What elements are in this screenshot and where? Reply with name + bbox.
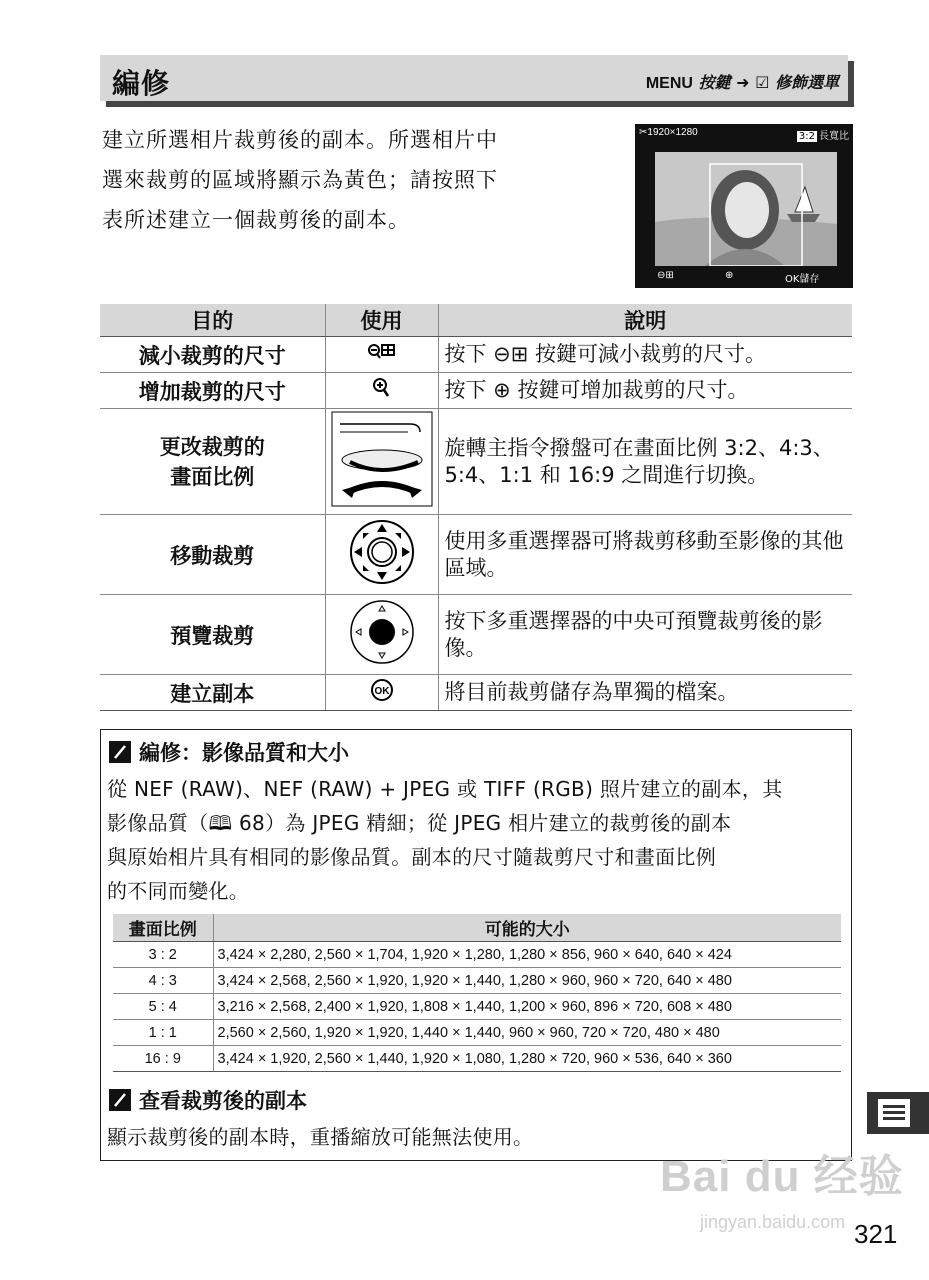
multi-selector-center-icon — [325, 595, 438, 675]
table-row — [100, 373, 852, 409]
sizes-cell: 3,424 × 2,280, 2,560 × 1,704, 1,920 × 1,280, 1,280 × 856, 960 × 640, 640 × 424 — [213, 942, 841, 968]
ratio-cell: 5 : 4 — [113, 994, 213, 1020]
note-line: 的不同而變化。 — [107, 879, 250, 903]
col-header-ratio: 畫面比例 — [113, 914, 213, 942]
purpose-cell: 建立副本 — [100, 675, 325, 711]
col-header-purpose: 目的 — [100, 304, 325, 337]
multi-selector-icon — [325, 515, 438, 595]
intro-line: 表所述建立一個裁剪後的副本。 — [102, 208, 410, 232]
note-line: 從 NEF (RAW)、NEF (RAW) + JPEG 或 TIFF (RGB) 照片建立的副本，其 — [107, 777, 783, 801]
note-heading: 編修：影像品質和大小 — [109, 737, 349, 767]
screen-size: ✂1920×1280 — [639, 127, 698, 138]
purpose-cell: 減小裁剪的尺寸 — [100, 337, 325, 373]
sizes-cell: 2,560 × 2,560, 1,920 × 1,920, 1,440 × 1,440, 960 × 960, 720 × 720, 480 × 480 — [213, 1020, 841, 1046]
zoom-out-icon — [325, 337, 438, 373]
svg-text:OK: OK — [374, 686, 389, 697]
crop-controls-table — [100, 304, 852, 711]
table-row — [100, 675, 852, 711]
purpose-cell: 增加裁剪的尺寸 — [100, 373, 325, 409]
table-row — [100, 409, 852, 515]
table-row — [100, 515, 852, 595]
desc-cell: 按下 ⊖⊞ 按鍵可減小裁剪的尺寸。 — [438, 337, 852, 373]
table-row — [100, 337, 852, 373]
sizes-cell: 3,216 × 2,568, 2,400 × 1,920, 1,808 × 1,440, 1,200 × 960, 896 × 720, 608 × 480 — [213, 994, 841, 1020]
ok-button-icon — [325, 675, 438, 711]
ratio-cell: 4 : 3 — [113, 968, 213, 994]
page-number: 321 — [854, 1219, 898, 1249]
menu-path — [646, 70, 839, 93]
table-row — [113, 968, 841, 994]
desc-cell: 將目前裁剪儲存為單獨的檔案。 — [438, 675, 852, 711]
zoom-in-icon — [325, 373, 438, 409]
col-header-use: 使用 — [325, 304, 438, 337]
page-title: 編修 — [112, 67, 171, 100]
table-row — [113, 1046, 841, 1072]
intro-text — [102, 120, 602, 240]
purpose-cell: 移動裁剪 — [100, 515, 325, 595]
ratio-cell: 3 : 2 — [113, 942, 213, 968]
intro-line: 建立所選相片裁剪後的副本。所選相片中 — [102, 128, 498, 152]
menu-word: MENU — [645, 75, 693, 92]
col-header-desc: 說明 — [438, 304, 852, 337]
ratio-cell: 1 : 1 — [113, 1020, 213, 1046]
menu-path-text: 按鍵 ➜ ☑ 修飾選單 — [698, 73, 839, 92]
pencil-note-icon — [109, 1089, 131, 1111]
desc-cell: 使用多重選擇器可將裁剪移動至影像的其他區域。 — [438, 515, 852, 595]
table-row — [113, 1020, 841, 1046]
watermark-url: jingyan.baidu.com — [700, 1212, 846, 1232]
table-row — [100, 595, 852, 675]
note-box — [100, 729, 852, 1161]
desc-cell: 旋轉主指令撥盤可在畫面比例 3:2、4:3、5:4、1:1 和 16:9 之間進行切換。 — [438, 409, 852, 515]
sizes-cell: 3,424 × 2,568, 2,560 × 1,920, 1,920 × 1,440, 1,280 × 960, 960 × 720, 640 × 480 — [213, 968, 841, 994]
command-dial-icon — [325, 409, 438, 515]
purpose-cell: 更改裁剪的 畫面比例 — [100, 409, 325, 515]
note-heading: 查看裁剪後的副本 — [109, 1085, 307, 1115]
screen-ratio: 3:2 長寬比 — [798, 131, 849, 142]
note-line: 與原始相片具有相同的影像品質。副本的尺寸隨裁剪尺寸和畫面比例 — [107, 845, 716, 869]
note-line: 影像品質（🕮 68）為 JPEG 精細；從 JPEG 相片建立的裁剪後的副本 — [107, 811, 732, 835]
intro-line: 選來裁剪的區域將顯示為黃色；請按照下 — [102, 168, 498, 192]
portrait-photo — [655, 152, 837, 266]
desc-cell: 按下多重選擇器的中央可預覽裁剪後的影像。 — [438, 595, 852, 675]
note-paragraph — [107, 772, 845, 908]
pencil-note-icon — [109, 741, 131, 763]
table-row — [113, 994, 841, 1020]
ratio-cell: 16 : 9 — [113, 1046, 213, 1072]
sizes-cell: 3,424 × 1,920, 2,560 × 1,440, 1,920 × 1,080, 1,280 × 720, 960 × 536, 640 × 360 — [213, 1046, 841, 1072]
size-table — [113, 914, 841, 1072]
watermark: Bai du 经验 — [660, 1152, 904, 1201]
purpose-cell: 預覽裁剪 — [100, 595, 325, 675]
col-header-sizes: 可能的大小 — [213, 914, 841, 942]
desc-cell: 按下 ⊕ 按鍵可增加裁剪的尺寸。 — [438, 373, 852, 409]
menu-list-icon — [878, 1099, 910, 1127]
note-text: 顯示裁剪後的副本時，重播縮放可能無法使用。 — [107, 1125, 534, 1149]
table-row — [113, 942, 841, 968]
camera-screen: ✂1920×1280 3:2 長寬比 ⊖⊞ ⊕ OK儲存 — [635, 124, 853, 288]
